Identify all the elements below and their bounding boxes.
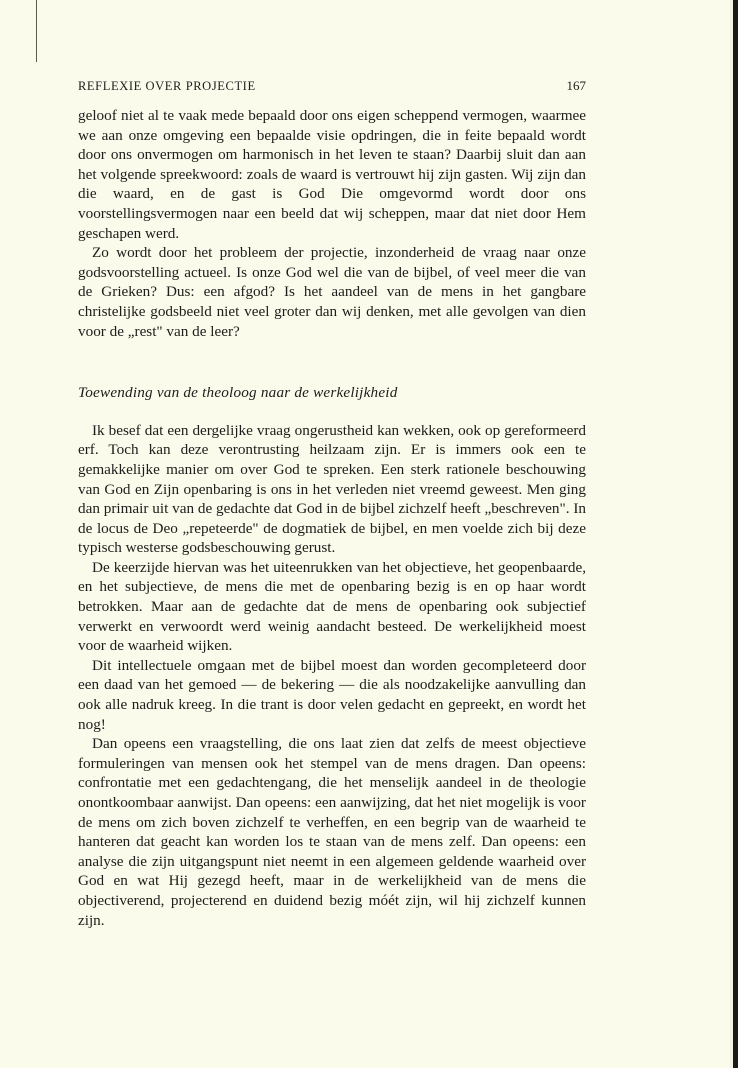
section-heading: Toewending van de theoloog naar de werkelijkheid — [78, 384, 398, 402]
page-body — [78, 78, 586, 930]
section-paragraph-3: Dit intellectuele omgaan met de bijbel moest dan worden gecompleteerd door een daad van het gemoed — de bekering — die als noodzakelijke aanvulling dan ook alle nadruk kreeg. In die trant is door velen gedacht en gepreekt, en wordt het nog! — [78, 656, 586, 733]
scan-right-edge-bar — [733, 0, 738, 1068]
section-paragraph-1: Ik besef dat een dergelijke vraag ongerustheid kan wekken, ook op gereformeerd erf. Toch kan deze verontrusting heilzaam zijn. Er is immers ook een te gemakkelijke manier om over God te spreken. Een sterk rationele beschouwing van God en Zijn openbaring is ons in het verleden niet vreemd geweest. Men ging dan primair uit van de gedachte dat God in de bijbel zichzelf heeft „beschreven". In de locus de Deo „repeteerde" de dogmatiek de bijbel, en men voelde zich bij deze typisch westerse godsbeschouwing gerust. — [78, 421, 586, 557]
paragraph-2: Zo wordt door het probleem der projectie, inzonderheid de vraag naar onze godsvoorstelling actueel. Is onze God wel die van de bijbel, of veel meer die van de Grieken? Dus: een afgod? Is het aandeel van de mens in het gangbare christelijke godsbeeld niet veel groter dan wij denken, met alle gevolgen van dien voor de „rest" van de leer? — [78, 244, 586, 340]
running-head-title: REFLEXIE OVER PROJECTIE — [78, 79, 256, 93]
page-number: 167 — [566, 78, 586, 93]
section-paragraph-4: Dan opeens een vraagstelling, die ons laat zien dat zelfs de meest objectieve formuleringen van mensen ook het stempel van de mens dragen. Dan opeens: confrontatie met een gedachtengang, die het menselijk aandeel in de theologie onontkoombaar aanwijst. Dan opeens: een aanwijzing, dat het niet mogelijk is voor de mens om zich boven zichzelf te verheffen, en een begrip van de waarheid te hanteren dat geacht kan worden los te staan van de mens zelf. Dan opeens: een analyse die zijn uitgangspunt niet neemt in een algemeen geldende waarheid over God en wat Hij gezegd heeft, maar in de werkelijkheid van de mens die objectiverend, projecterend en duidend bezig móét zijn, wil hij zichzelf kunnen zijn. — [78, 735, 586, 929]
paragraph-1: geloof niet al te vaak mede bepaald door ons eigen scheppend vermogen, waarmee we aan onze omgeving een bepaalde visie opdringen, die in feite bepaald wordt door ons onvermogen om harmonisch in het leven te staan? Daarbij sluit dan aan het volgende spreekwoord: zoals de waard is vertrouwt hij zijn gasten. Wij zijn dan die waard, en de gast is God Die omgevormd wordt door ons voorstellingsvermogen naar een beeld dat wij scheppen, maar dat niet door Hem geschapen werd. — [78, 107, 586, 242]
running-head — [78, 78, 586, 98]
section-paragraph-2: De keerzijde hiervan was het uiteenrukken van het objectieve, het geopenbaarde, en het subjectieve, de mens die met de openbaring bezig is en op haar wordt betrokken. Maar aan de gedachte dat de mens de openbaring ook subjectief verwerkt en verwoordt werd weinig aandacht besteed. De werkelijkheid moest voor de waarheid wijken. — [78, 558, 586, 655]
scan-left-edge-line — [36, 0, 37, 62]
